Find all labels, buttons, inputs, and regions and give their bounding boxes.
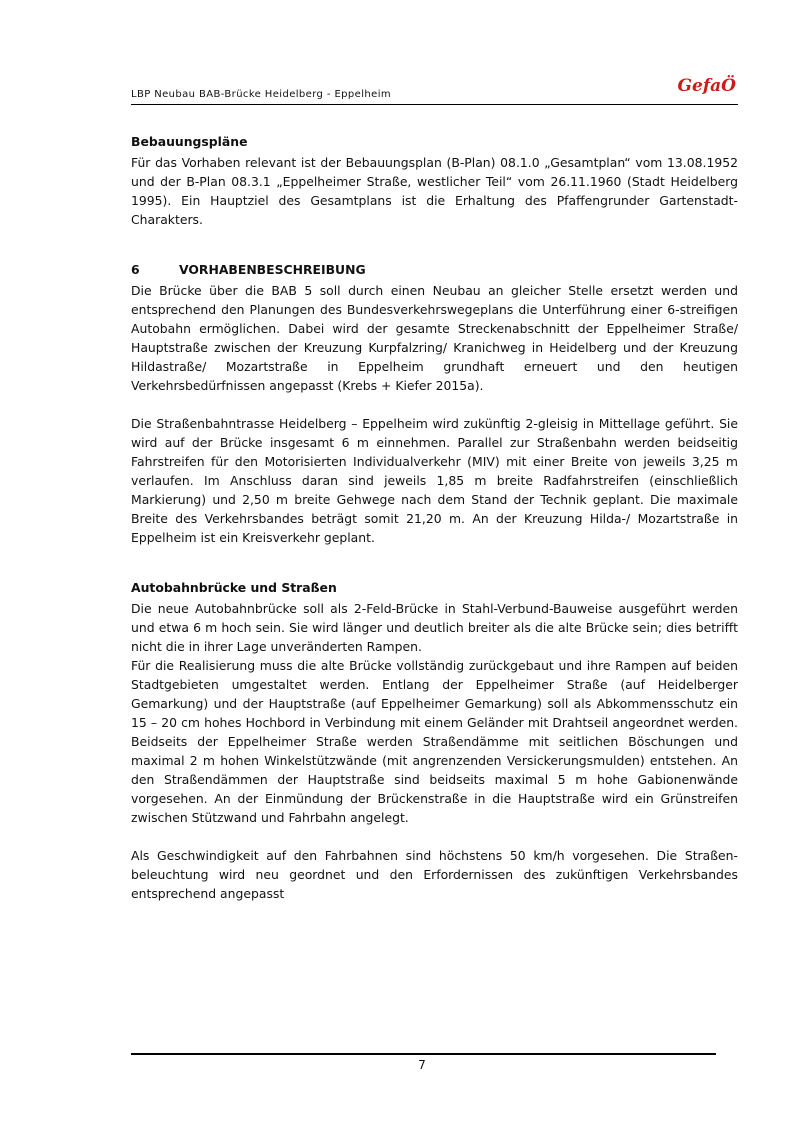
page-header bbox=[131, 76, 738, 105]
header-title: LBP Neubau BAB-Brücke Heidelberg - Eppelheim bbox=[131, 89, 392, 100]
paragraph-vorhaben-1: Die Brücke über die BAB 5 soll durch einen Neubau an gleicher Stelle ersetzt werden und entsprechend den Planungen des Bundesverkehrswegeplans die Unterführung einer 6-streifigen Autobahn ermöglichen. Dabei wird der gesamte Streckenabschnitt der Eppelheimer Straße/ Hauptstraße zwischen der Kreuzung Kurpfalzring/ Kranichweg in Heidelberg und der Kreuzung Hildastraße/ Mozartstraße in Eppelheim grundhaft erneuert und den heutigen Verkehrsbedürfnissen angepasst (Krebs + Kiefer 2015a). bbox=[131, 283, 738, 393]
page-number: 7 bbox=[418, 1058, 426, 1072]
company-logo: GefaÖ bbox=[677, 76, 736, 96]
section-heading-autobahnbruecke: Autobahnbrücke und Straßen bbox=[131, 580, 337, 595]
paragraph-autobahnbruecke-2: Für die Realisierung muss die alte Brücke vollständig zurückgebaut und ihre Rampen auf beiden Stadtgebieten umgestaltet werden. Entlang der Eppelheimer Straße (auf Heidelberger Gemarkung) und der Hauptstraße (auf Eppelheimer Gemarkung) soll als Abkommensschutz ein 15 – 20 cm hohes Hochbord in Verbindung mit einem Geländer mit Drahtseil angeordnet werden. Beidseits der Eppelheimer Straße werden Straßendämme mit seitlichen Böschungen und maximal 2 m hohen Winkelstützwände (mit angrenzenden Versickerungsmulden) entstehen. An den Straßendämmen der Hauptstraße sind beidseits maximal 5 m hohe Gabionenwände vorgesehen. An der Einmündung der Brückenstraße in die Hauptstraße wird ein Grünstreifen zwischen Stützwand und Fahrbahn angelegt. bbox=[131, 658, 738, 825]
section-heading-6 bbox=[131, 260, 738, 279]
section-heading-bebauungsplaene: Bebauungspläne bbox=[131, 134, 248, 149]
section-number: 6 bbox=[131, 262, 140, 277]
paragraph-autobahnbruecke-3: Als Geschwindigkeit auf den Fahrbahnen sind höchstens 50 km/h vorgesehen. Die Straßenbeleuchtung wird neu geordnet und den Erfordernissen des zukünftigen Verkehrsbandes entsprechend angepasst bbox=[131, 848, 738, 901]
page-content bbox=[131, 132, 738, 903]
paragraph-bebauungsplaene: Für das Vorhaben relevant ist der Bebauungsplan (B-Plan) 08.1.0 „Gesamtplan“ vom 13.08.1952 und der B-Plan 08.3.1 „Eppelheimer Straße, westlicher Teil“ vom 26.11.1960 (Stadt Heidelberg 1995). Ein Hauptziel des Gesamtplans ist die Erhaltung des Pfaffengrunder Gartenstadt-Charakters. bbox=[131, 155, 738, 227]
paragraph-vorhaben-2: Die Straßenbahntrasse Heidelberg – Eppelheim wird zukünftig 2-gleisig in Mittellage geführt. Sie wird auf der Brücke insgesamt 6 m einnehmen. Parallel zur Straßenbahn werden beidseitig Fahrstreifen für den Motorisierten Individualverkehr (MIV) mit einer Breite von jeweils 3,25 m verlaufen. Im Anschluss daran sind jeweils 1,85 m breite Radfahrstreifen (einschließlich Markierung) und 2,50 m breite Gehwege nach dem Stand der Technik geplant. Die maximale Breite des Verkehrsbandes beträgt somit 21,20 m. An der Kreuzung Hilda-/ Mozartstraße in Eppelheim ist ein Kreisverkehr geplant. bbox=[131, 416, 738, 545]
section-title: VORHABENBESCHREIBUNG bbox=[179, 262, 366, 277]
footer-divider bbox=[131, 1053, 716, 1055]
paragraph-autobahnbruecke-1: Die neue Autobahnbrücke soll als 2-Feld-Brücke in Stahl-Verbund-Bauweise ausgeführt werden und etwa 6 m hoch sein. Sie wird länger und deutlich breiter als die alte Brücke sein; dies betrifft nicht die in ihrer Lage unveränderten Rampen. bbox=[131, 601, 738, 654]
